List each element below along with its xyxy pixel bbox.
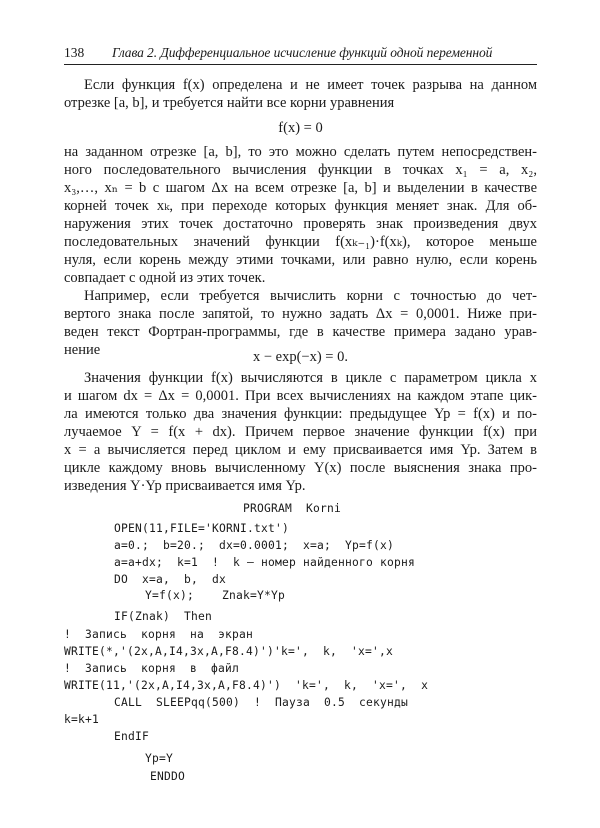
code-line: DO x=a, b, dx [114, 573, 227, 586]
code-line: Y=f(x); Znak=Y*Yp [145, 589, 286, 602]
text-line: Значения функции f(x) вычисляются в цикле с параметром цикла x [84, 370, 537, 386]
code-line: PROGRAM Korni [243, 502, 342, 515]
code-line: ! Запись корня в файл [64, 662, 240, 675]
text-line: и шагом dx = Δx = 0,0001. При всех вычислениях на каждом этапе цик- [64, 388, 537, 404]
text-line: изведения Y·Yp присваивается имя Yp. [64, 478, 306, 494]
code-line: ENDDO [150, 770, 186, 783]
text-line: лучаемое Y = f(x + dx). Причем первое значение функции f(x) при [64, 424, 537, 440]
code-line: a=a+dx; k=1 ! k — номер найденного корня [114, 556, 416, 569]
text-line: x = a вычисляется перед циклом и ему присваивается имя Yp. Затем в [64, 442, 537, 458]
text-line: Если функция f(x) определена и не имеет точек разрыва на данном [84, 77, 537, 93]
code-line: OPEN(11,FILE='KORNI.txt') [114, 522, 290, 535]
text-line: вертого знака после запятой, то нужно задать Δx = 0,0001. Ниже при- [64, 306, 537, 322]
equation: f(x) = 0 [278, 120, 323, 136]
code-line: Yp=Y [145, 752, 174, 765]
text-line: нение [64, 342, 101, 358]
text-line: цикле каждому вновь вычисленному Y(x) после выяснения знака про- [64, 460, 537, 476]
text-line: отрезке [a, b], и требуется найти все корни уравнения [64, 95, 395, 111]
code-line: WRITE(11,'(2x,A,I4,3x,A,F8.4)') 'k=', k, 'x=', x [64, 679, 429, 692]
code-line: CALL SLEEPqq(500) ! Пауза 0.5 секунды [114, 696, 409, 709]
text-line: ла имеются только два значения функции: предыдущее Yp = f(x) и по- [64, 406, 537, 422]
text-line: последовательных значений функции f(xₖ₋₁)·f(xₖ), которое меньше [64, 234, 537, 250]
equation: x − exp(−x) = 0. [252, 349, 348, 365]
text-line: Например, если требуется вычислить корни с точностью до чет- [84, 288, 537, 304]
text-line: наружения этих точек достаточно проверять знак произведения двух [64, 216, 537, 232]
text-line: на заданном отрезке [a, b], то это можно сделать путем непосредствен- [64, 144, 537, 160]
text-line: нуля, если корень между этими точками, или равно нулю, если корень [64, 252, 537, 268]
code-line: a=0.; b=20.; dx=0.0001; x=a; Yp=f(x) [114, 539, 395, 552]
text-line: ного последовательного вычисления функции в точках x₁ = a, x₂, [64, 162, 537, 178]
code-line: WRITE(*,'(2x,A,I4,3x,A,F8.4)')'k=', k, 'x=',x [64, 645, 394, 658]
text-line: веден текст Фортран-программы, где в качестве примера задано урав- [64, 324, 537, 340]
code-line: EndIF [114, 730, 150, 743]
page-number: 138 [64, 45, 85, 60]
code-line: ! Запись корня на экран [64, 628, 254, 641]
text-line: x₃,…, xₙ = b с шагом Δx на всем отрезке [a, b] и выделении в качестве [64, 180, 537, 196]
chapter-title: Глава 2. Дифференциальное исчисление функций одной переменной [112, 45, 493, 60]
text-line: совпадает с одной из этих точек. [64, 270, 266, 286]
code-line: k=k+1 [64, 713, 100, 726]
text-line: корней точек xₖ, при переходе которых функция меняет знак. Для об- [64, 198, 537, 214]
page-header [64, 44, 537, 65]
code-line: IF(Znak) Then [114, 610, 213, 623]
